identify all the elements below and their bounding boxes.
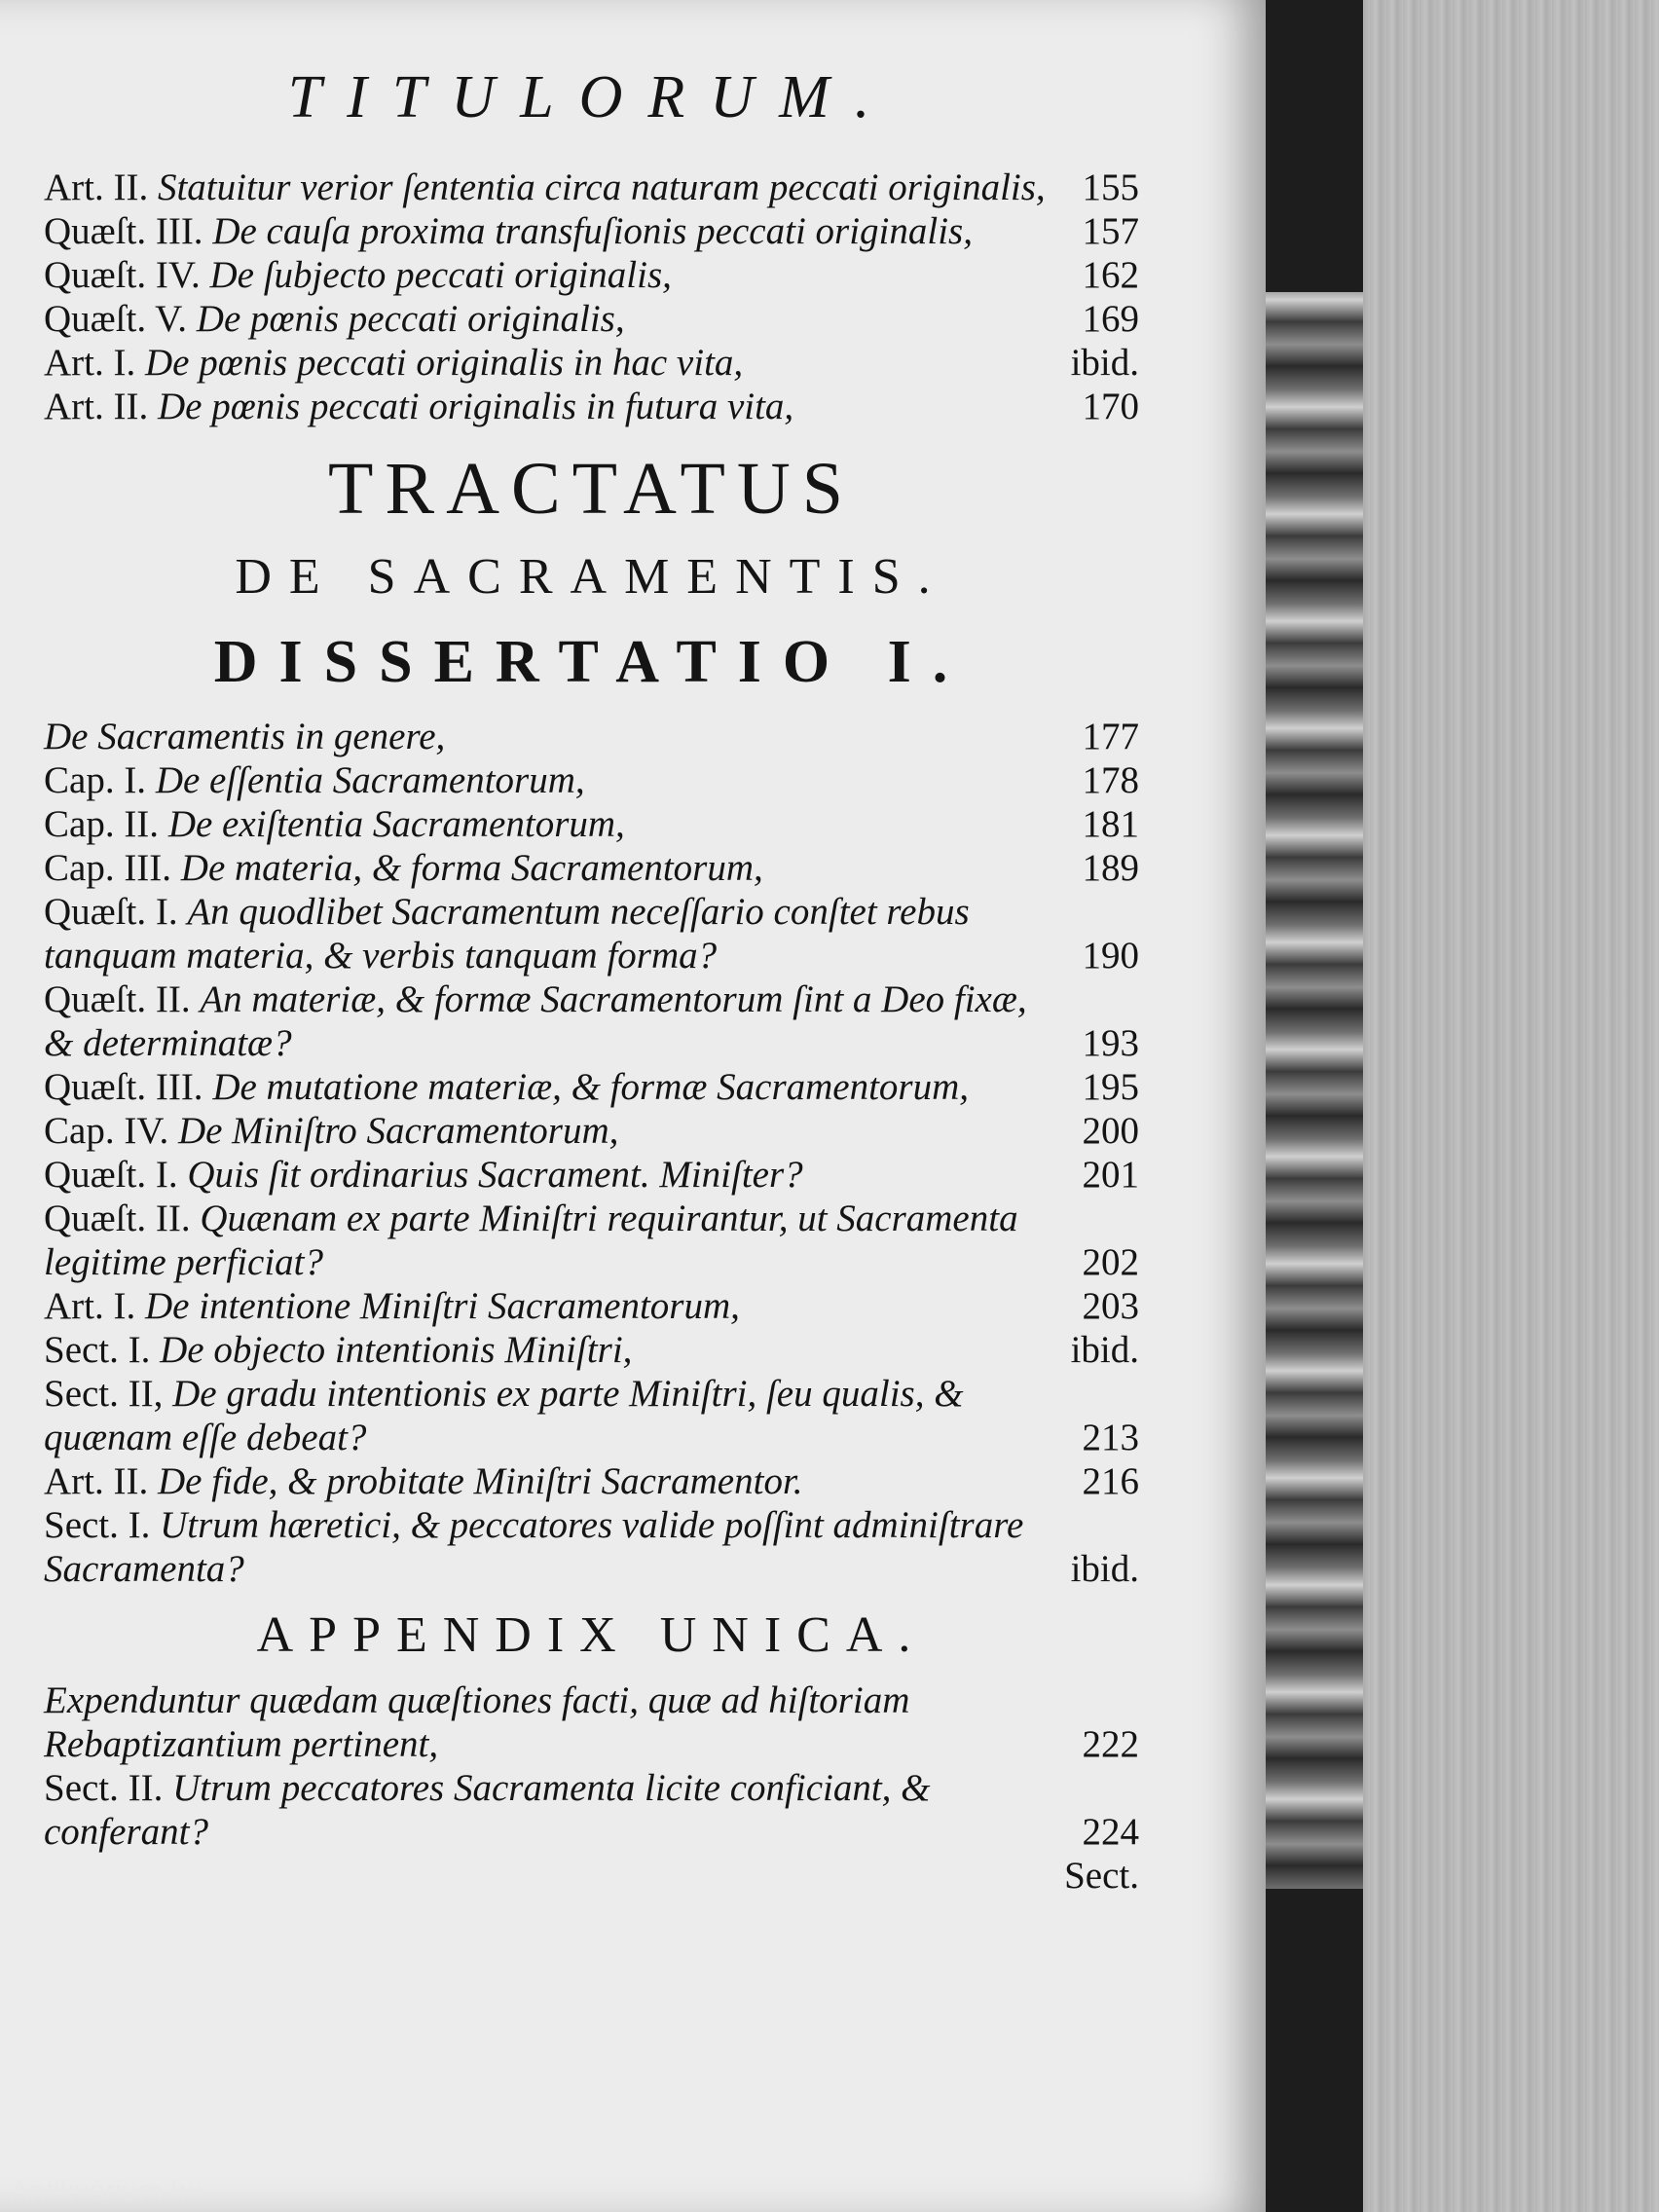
toc-entry-label: Cap. II. [44,803,160,845]
toc-entry-title: De pœnis peccati originalis, [196,298,625,340]
toc-entry [44,297,1139,341]
toc-entry-title: De materia, & forma Sacramentorum, [180,847,763,889]
toc-entry-text [44,1065,1051,1109]
toc-entry [44,977,1139,1065]
toc-entry [44,1109,1139,1153]
toc-entry [44,890,1139,977]
toc-entry-text [44,385,1051,428]
toc-entry-text [44,890,1051,977]
background-wall [1353,0,1659,2212]
toc-entry-title: De ſubjecto peccati originalis, [209,254,672,296]
toc-entry-label: Art. II. [44,386,149,427]
toc-entry [44,758,1139,802]
toc-entry-page: 155 [1082,166,1139,208]
toc-entry [44,1153,1139,1197]
toc-entry-title: De exiſtentia Sacramentorum, [167,803,625,845]
heading-de-sacramentis: DE SACRAMENTIS. [235,549,948,605]
toc-entry [44,1328,1139,1372]
toc-entry-page: 200 [1082,1110,1139,1152]
toc-entry-text [44,846,1051,890]
toc-entry-text [44,1372,1051,1459]
book-spine [1256,0,1363,2212]
toc-entry-label: Cap. IV. [44,1110,169,1152]
toc-entry-text [44,1766,1051,1854]
toc-entry-title: Quænam ex parte Miniſtri requirantur, ut Sacramenta legitime perficiat? [44,1198,1018,1283]
toc-entry-page: 190 [1082,935,1139,977]
toc-entry-text [44,166,1051,209]
toc-entry-title: An quodlibet Sacramentum neceſſario conſtet rebus tanquam materia, & verbis tanquam forma? [44,891,970,977]
toc-entry-label: Quæſt. II. [44,978,191,1020]
toc-entry-label: Quæſt. III. [44,1066,203,1108]
toc-entry-page: 170 [1082,386,1139,427]
toc-entry-text [44,297,1051,341]
toc-entry-page: 201 [1082,1154,1139,1196]
toc-entry-text [44,1678,1051,1766]
toc-entry-text [44,341,1051,385]
toc-entry-label: Art. I. [44,342,136,384]
toc-entry-text [44,1284,1051,1328]
toc-entry [44,715,1139,758]
toc-entry-title: Statuitur verior ſententia circa naturam peccati originalis, [157,166,1046,208]
toc-entry-text [44,715,1051,758]
toc-entry-title: Utrum peccatores Sacramenta licite conficiant, & conferant? [44,1767,931,1853]
toc-entry-title: Expenduntur quædam quæſtiones facti, quæ ad hiſtoriam Rebaptizantium pertinent, [44,1679,910,1765]
toc-entry-page: 224 [1082,1811,1139,1853]
watermark: Antikvárium.hu [10,2175,203,2207]
toc-entry-title: De cauſa proxima transfuſionis peccati originalis, [212,210,973,252]
toc-entry-page: 169 [1082,298,1139,340]
toc-entry-page: 193 [1082,1022,1139,1064]
toc-entry-title: Utrum hæretici, & peccatores valide poſſint adminiſtrare Sacramenta? [44,1504,1024,1590]
toc-entry-label: Sect. I. [44,1329,151,1371]
heading-tractatus: TRACTATUS [327,448,856,530]
toc-entry-page: 181 [1082,803,1139,845]
toc-entry-label: Quæſt. V. [44,298,188,340]
toc-entry-page: 216 [1082,1460,1139,1502]
toc-entry-text [44,1197,1051,1284]
toc-entry-title: An materiæ, & formæ Sacramentorum ſint a Deo fixæ, & determinatæ? [44,978,1027,1064]
toc-entry [44,846,1139,890]
toc-entry [44,1065,1139,1109]
toc-entry [44,802,1139,846]
toc-entry-page: 189 [1082,847,1139,889]
toc-entry [44,385,1139,428]
toc-entry-label: Quæſt. II. [44,1198,191,1239]
toc-entry-label: Sect. II. [44,1767,164,1809]
catchword: Sect. [1064,1855,1139,1897]
toc-entry-page: ibid. [1070,342,1139,384]
toc-entry-label: Quæſt. IV. [44,254,201,296]
toc-entry-page: 178 [1082,759,1139,801]
toc-entry-title: De intentione Miniſtri Sacramentorum, [144,1285,740,1327]
toc-entry-title: De Sacramentis in genere, [44,716,446,757]
table-of-contents [44,49,1139,1898]
toc-entry-label: Art. II. [44,166,149,208]
toc-entry-page: 195 [1082,1066,1139,1108]
toc-entry-title: De pœnis peccati originalis in hac vita, [144,342,744,384]
toc-entry-title: De pœnis peccati originalis in futura vita, [157,386,794,427]
toc-entry-text [44,1328,1051,1372]
toc-entry-text [44,1109,1051,1153]
toc-entry-text [44,253,1051,297]
toc-entry [44,253,1139,297]
toc-entry-label: Cap. III. [44,847,172,889]
toc-entry-label: Art. I. [44,1285,136,1327]
toc-entry-label: Quæſt. I. [44,1154,178,1196]
toc-entry-title: De Miniſtro Sacramentorum, [177,1110,619,1152]
toc-entry [44,1372,1139,1459]
toc-entry-text [44,1153,1051,1197]
toc-entry-title: De objecto intentionis Miniſtri, [160,1329,633,1371]
toc-entry-label: Quæſt. III. [44,210,203,252]
toc-entry [44,1503,1139,1591]
toc-entry-title: De eſſentia Sacramentorum, [155,759,585,801]
toc-entry-label: Quæſt. I. [44,891,178,933]
spine-shadow-bottom [1256,1889,1363,2212]
toc-entry-page: 213 [1082,1417,1139,1458]
toc-entry-text [44,209,1051,253]
toc-entry-page: 177 [1082,716,1139,757]
toc-entry-text [44,1459,1051,1503]
toc-entry-text [44,977,1051,1065]
heading-appendix: APPENDIX UNICA. [256,1607,927,1663]
toc-entry [44,1197,1139,1284]
toc-entry-text [44,802,1051,846]
toc-entry-title: De mutatione materiæ, & formæ Sacramentorum, [212,1066,970,1108]
toc-entry [44,1459,1139,1503]
toc-entry-page: 222 [1082,1723,1139,1765]
running-title: TITULORUM. [287,64,896,130]
toc-entry [44,166,1139,209]
toc-entry [44,1766,1139,1854]
toc-entry [44,209,1139,253]
toc-entry [44,1284,1139,1328]
toc-entry-page: 203 [1082,1285,1139,1327]
toc-entry-title: Quis ſit ordinarius Sacrament. Miniſter? [187,1154,803,1196]
toc-group-appendix [44,1678,1139,1854]
toc-entry-text [44,758,1051,802]
toc-entry-title: De gradu intentionis ex parte Miniſtri, ſeu qualis, & quænam eſſe debeat? [44,1373,964,1458]
toc-entry-label: Sect. II, [44,1373,164,1415]
spine-shadow-top [1256,0,1363,292]
toc-entry-label: Cap. I. [44,759,147,801]
toc-entry-title: De fide, & probitate Miniſtri Sacramentor. [157,1460,803,1502]
toc-entry-page: 157 [1082,210,1139,252]
toc-entry-page: 162 [1082,254,1139,296]
toc-entry-page: 202 [1082,1241,1139,1283]
toc-entry [44,1678,1139,1766]
toc-entry-page: ibid. [1070,1329,1139,1371]
toc-group-sacraments [44,715,1139,1591]
toc-group-original-sin [44,166,1139,428]
toc-entry-text [44,1503,1051,1591]
toc-entry [44,341,1139,385]
toc-entry-page: ibid. [1070,1548,1139,1590]
heading-dissertatio: DISSERTATIO I. [213,629,970,695]
toc-entry-label: Art. II. [44,1460,149,1502]
toc-entry-label: Sect. I. [44,1504,151,1546]
